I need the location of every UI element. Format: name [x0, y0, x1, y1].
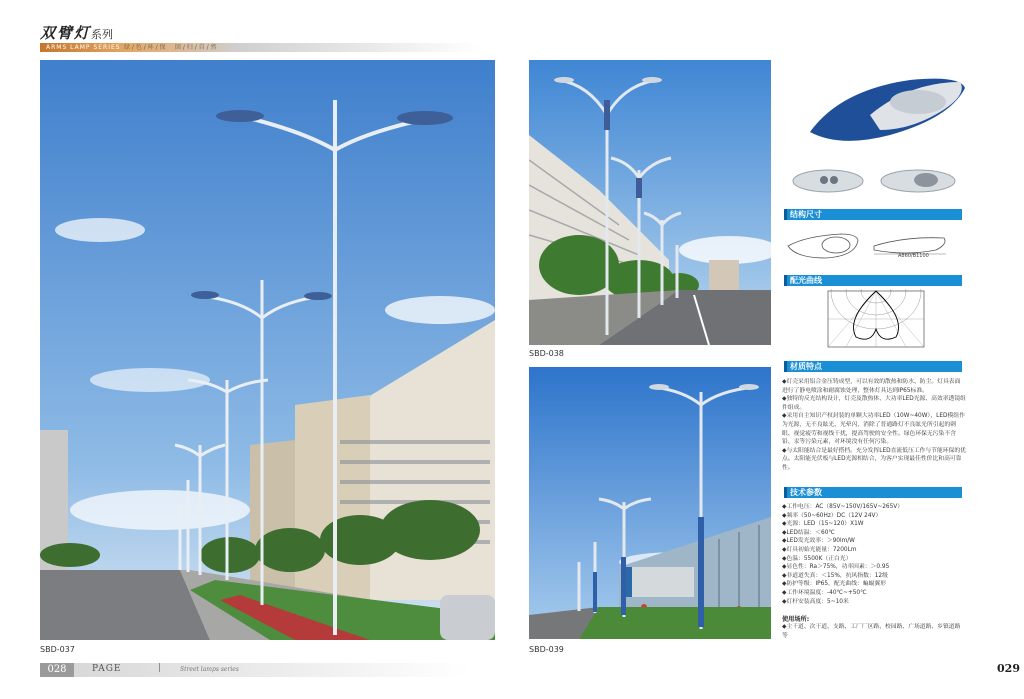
material-para-2: ◆独特的反光结构设计，灯壳及散热体、大功率LED光源、高效率透镜组件组成。: [782, 396, 966, 411]
param-item: ◆灯杆安装高度：5~10米: [782, 598, 849, 605]
footer-bar: [74, 663, 470, 677]
dimension-label: A860/B1100: [898, 253, 929, 259]
header-slogan-1: 绿 / 色 / 环 / 保: [124, 44, 166, 51]
material-para-1: ◆灯壳采用铝合金压铸成型，可以有效的散热和防水、防尘。灯具表面进行了静电喷涂和耐腐蚀处理，整体灯具达到IP65标准。: [782, 379, 961, 394]
light-distribution-curve: [826, 289, 926, 351]
material-text: [782, 378, 966, 473]
header-english: ARMS LAMP SERIES: [46, 44, 121, 51]
lamp-side-image-1: [792, 168, 864, 194]
param-item: ◆光源：LED（15~120）X1W: [782, 521, 864, 528]
lamp-head-image: [800, 70, 970, 150]
usage-text: ◆主干道、次干道、支路、工厂厂区路、校园路、广场道路、乡镇道路等: [782, 624, 961, 639]
footer-left: [40, 663, 470, 677]
section-material: 材质特点: [784, 361, 962, 372]
section-structure: 结构尺寸: [784, 209, 962, 220]
page-number-right: 029: [997, 662, 1020, 675]
material-para-4: ◆与太阳能结合是最好搭档。充分发挥LED直流低压工作与节能环保的优点。太阳能光伏板与LED光源相结合，为客户实现最佳性价比和高可靠性。: [782, 447, 966, 471]
param-item: ◆工作电压：AC（85V~150V/165V~265V）: [782, 504, 904, 510]
section-light-curve: 配光曲线: [784, 275, 962, 286]
footer-separator: |: [158, 663, 162, 673]
lamp-side-image-2: [880, 168, 956, 194]
series-title-suffix: 系列: [91, 28, 114, 41]
photo-sbd-037: [40, 60, 495, 640]
material-para-3: ◆采用自主知识产权封装的单颗大功率LED（10W~40W），LED模组作为光源，无不良眩光、光晕闪，消除了普通路灯不良眩光所引起的刺眼、视觉疲劳和视线干扰，提高驾驶的安全性。绿色环保无污染不含铅、汞等污染元素，对环境没有任何污染。: [782, 413, 965, 446]
usage-title: 使用场所:: [782, 616, 810, 623]
caption-sbd-038: SBD-038: [529, 349, 564, 358]
section-params: 技术参数: [784, 487, 962, 498]
param-item: ◆灯具初始光能量：7200Lm: [782, 546, 857, 553]
header-slogan-2: 回 / 归 / 自 / 然: [175, 44, 217, 51]
structure-drawing: [786, 228, 966, 262]
page-number-left: 028: [40, 663, 74, 677]
series-title: [40, 22, 113, 43]
photo-sbd-039: [529, 367, 771, 639]
footer-subtitle: Street lamps series: [180, 666, 239, 673]
param-item: ◆显色性：Ra＞75%，功率因素：＞0.95: [782, 564, 890, 571]
param-item: ◆LED结温：＜60℃: [782, 529, 835, 536]
param-item: ◆非道道失真：＜15%，抗风指数：12级: [782, 572, 888, 579]
param-item: ◆频率（50~60Hz）DC（12V 24V）: [782, 512, 882, 519]
caption-sbd-037: SBD-037: [40, 645, 75, 654]
photo-sbd-038: [529, 60, 771, 345]
footer-page-word: PAGE: [92, 664, 122, 674]
series-title-main: 双臂灯: [40, 24, 92, 42]
header-bar: [40, 43, 480, 52]
param-item: ◆LED发光效率：＞90lm/W: [782, 538, 855, 545]
param-item: ◆色温：5500K（正白光）: [782, 555, 852, 562]
param-item: ◆防护等级：IP65，配光曲线：蝙蝠翼形: [782, 581, 886, 588]
param-item: ◆工作环境温度：-40℃~+50℃: [782, 589, 867, 596]
caption-sbd-039: SBD-039: [529, 645, 564, 654]
params-list: [782, 503, 966, 606]
